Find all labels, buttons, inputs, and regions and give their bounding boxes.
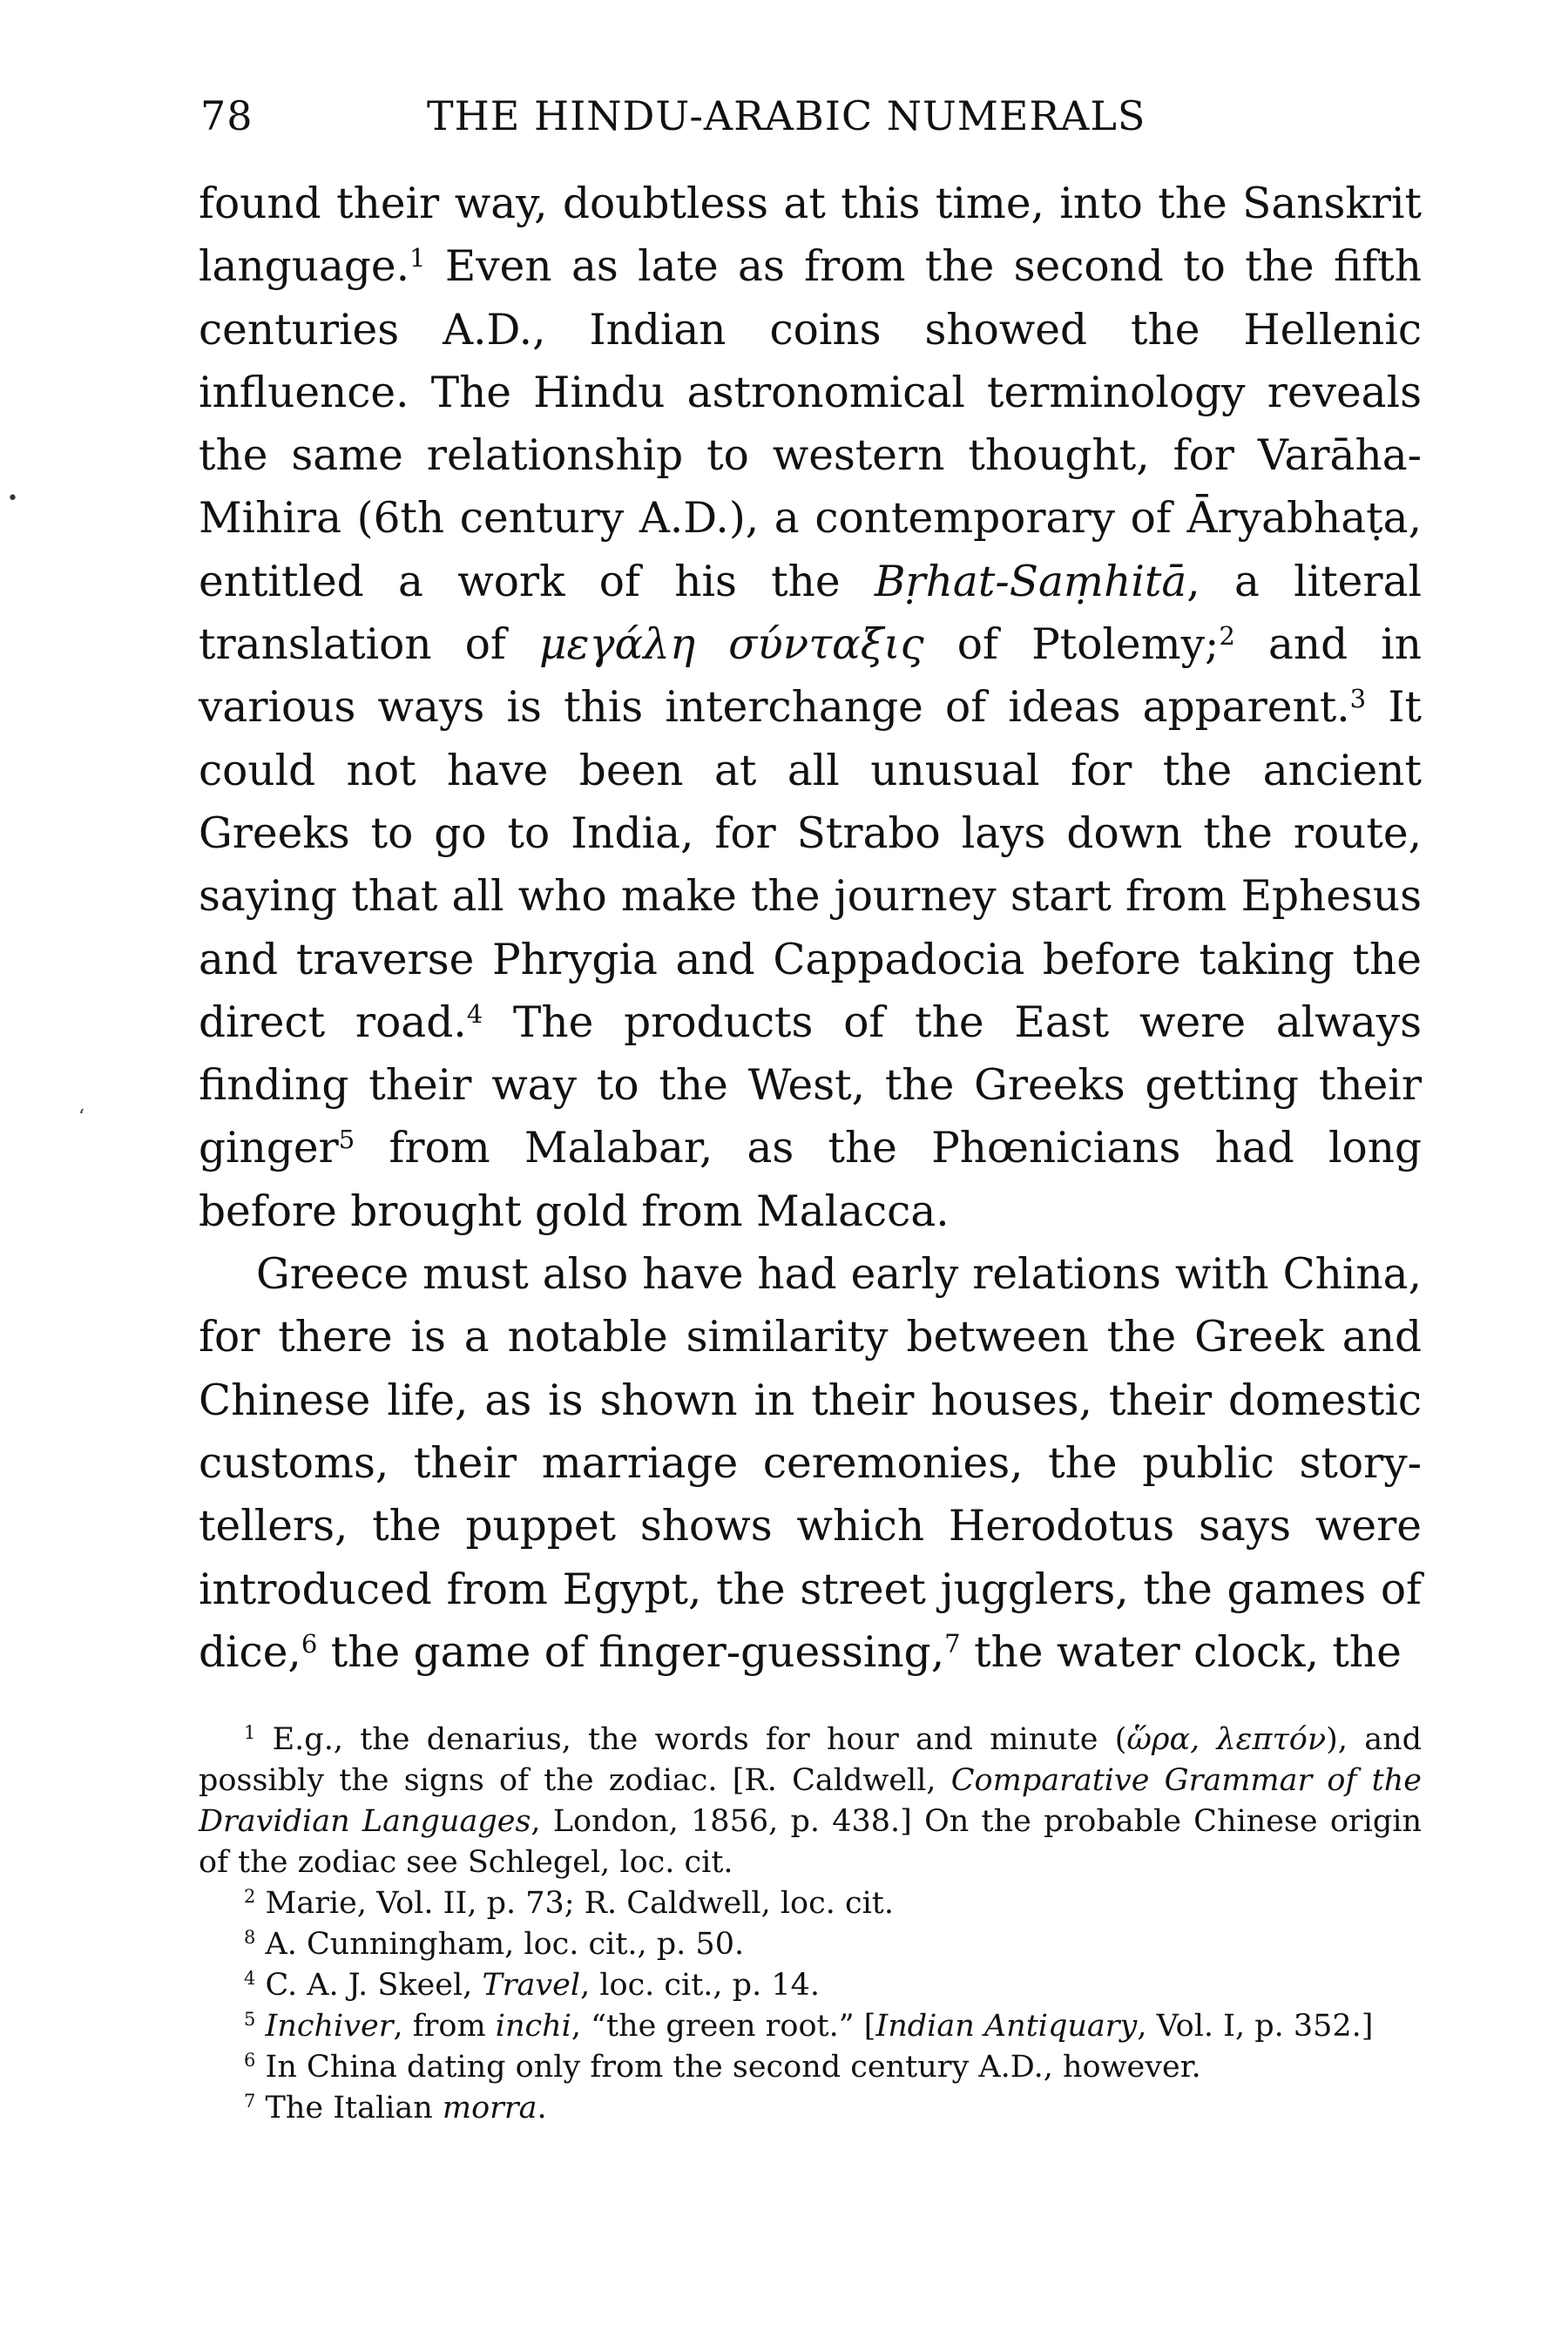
text-run: and in various ways is this interchange of ideas apparent.: [199, 620, 1423, 733]
era-abbrev: A.D.: [443, 305, 533, 355]
text-run: The Italian: [255, 2091, 443, 2126]
italic-term: inchi: [495, 2009, 571, 2044]
book-title: Indian Antiquary: [875, 2009, 1138, 2044]
footnote-4: [199, 1965, 1422, 2006]
text-run: , Indian coins showed the Hellenic influence. The Hindu astronomical terminology reveals the same relationship to western thought, for Varāha-Mihira (6th century: [199, 305, 1422, 544]
era-abbrev: A.D.: [639, 494, 729, 544]
footnote-ref: 5: [338, 1125, 355, 1155]
book-title: Comparative Grammar of the Dravidian Languages: [199, 1763, 1422, 1839]
footnote-3: [199, 1924, 1422, 1965]
footnote-1: [199, 1720, 1422, 1883]
footnote-ref: 3: [1349, 684, 1367, 714]
italic-term: morra: [442, 2091, 537, 2126]
text-run: , from: [393, 2009, 496, 2044]
era-abbrev: A.D.: [978, 2050, 1044, 2085]
text-run: , London, 1856, p. 438.] On the probable Chinese origin of the zodiac see Schlegel, loc. cit.: [199, 1804, 1422, 1880]
footnote-marker: 2: [244, 1886, 256, 1908]
footnote-2: [199, 1883, 1422, 1924]
footnote-ref: 1: [409, 243, 426, 274]
italic-term: Inchiver: [265, 2009, 394, 2044]
page-number: 78: [200, 92, 253, 139]
text-run: .: [537, 2091, 547, 2126]
text-run: Marie, Vol. II, p. 73; R. Caldwell, loc. cit.: [255, 1886, 894, 1921]
text-run: It could not have been at all unusual for the ancient Greeks to go to India, for Strabo lays down the route, saying that all who make the journey start from Ephesus and traverse Phrygia and Cappadocia before taking the direct road.: [199, 683, 1422, 1047]
text-run: , a literal translation of: [199, 557, 1422, 670]
footnote-ref: 4: [466, 998, 483, 1029]
text-run: the game of finger-guessing,: [317, 1627, 945, 1677]
text-run: Even as late as from the second to the fifth centuries: [199, 242, 1422, 355]
text-run: E.g., the denarius, the words for hour and minute (: [255, 1722, 1127, 1757]
text-run: found their way, doubtless at this time, into the Sanskrit language.: [199, 179, 1422, 292]
text-run: A. Cunningham, loc. cit., p. 50.: [255, 1927, 745, 1962]
text-run: of Ptolemy;: [923, 620, 1220, 670]
footnote-5: [199, 2006, 1422, 2047]
main-text: [199, 172, 1422, 1684]
footnote-marker: 4: [244, 1968, 256, 1990]
book-title: Travel: [482, 1968, 581, 2003]
footnote-ref: 7: [944, 1628, 961, 1659]
footnote-ref: 6: [301, 1628, 318, 1659]
text-run: ), a contemporary of Āryabhaṭa, entitled a work of his the: [199, 494, 1423, 606]
text-run: [255, 2009, 265, 2044]
text-run: , “the green root.” [: [571, 2009, 876, 2044]
footnote-ref: 2: [1219, 621, 1235, 652]
footnote-marker: 7: [244, 2091, 256, 2112]
text-run: , however.: [1043, 2050, 1201, 2085]
text-run: The products of the East were always finding their way to the West, the Greeks getting their ginger: [199, 997, 1422, 1173]
greek-phrase: μεγάλη σύνταξις: [538, 620, 924, 670]
footnote-marker: 6: [244, 2050, 256, 2072]
footnote-marker: 8: [244, 1927, 256, 1949]
greek-phrase: ὥρα, λεπτόν: [1126, 1722, 1327, 1757]
running-title: THE HINDU-ARABIC NUMERALS: [427, 92, 1146, 139]
paragraph-1: [199, 172, 1422, 1243]
margin-speck: ʻ: [78, 1106, 84, 1128]
footnote-6: [199, 2047, 1422, 2088]
footnote-7: [199, 2088, 1422, 2129]
text-run: Greece must also have had early relations with China, for there is a notable similarity between the Greek and Chinese life, as is shown in their houses, their domestic customs, their marriage ceremonies, the public story-tellers, the puppet shows which Herodotus says were introduced from Egypt, the street jugglers, the games of dice,: [199, 1250, 1422, 1677]
text-run: C. A. J. Skeel,: [255, 1968, 483, 2003]
paragraph-2: [199, 1243, 1422, 1684]
footnote-marker: 1: [244, 1722, 256, 1744]
text-run: , Vol. I, p. 352.]: [1137, 2009, 1374, 2044]
text-run: In China dating only from the second century: [255, 2050, 979, 2085]
text-run: from Malabar, as the Phœnicians had long before brought gold from Malacca.: [199, 1124, 1422, 1236]
text-run: ), and possibly the signs of the zodiac. [R. Caldwell,: [199, 1722, 1423, 1798]
footnotes: [199, 1720, 1422, 2129]
book-title: Bṛhat-Saṃhitā: [874, 557, 1187, 606]
text-run: the water clock, the: [960, 1627, 1402, 1677]
margin-speck: •: [7, 488, 18, 510]
text-run: , loc. cit., p. 14.: [580, 1968, 820, 2003]
footnote-marker: 5: [244, 2009, 256, 2031]
